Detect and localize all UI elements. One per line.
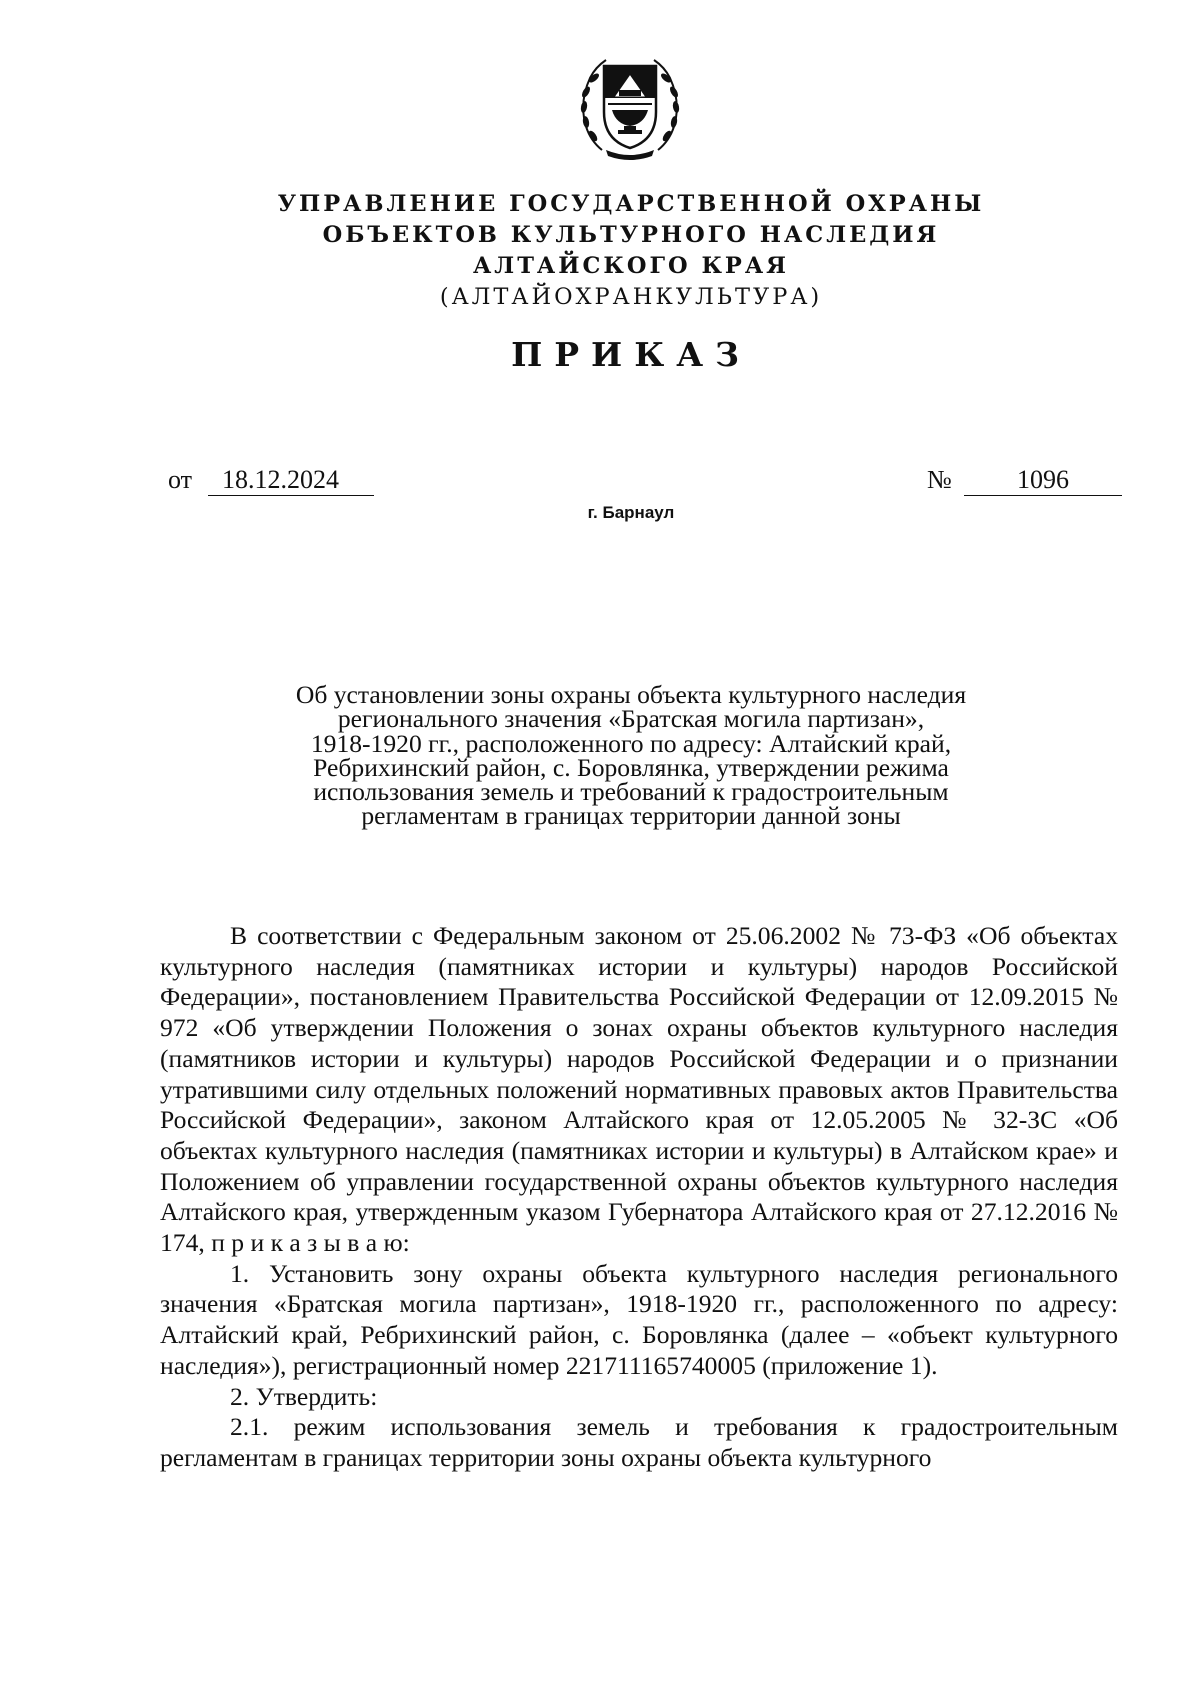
subject-line: Об установлении зоны охраны объекта культурного наследия	[295, 680, 967, 709]
order-number: 1096	[964, 465, 1122, 496]
org-line-1: УПРАВЛЕНИЕ ГОСУДАРСТВЕННОЙ ОХРАНЫ	[277, 191, 985, 217]
altai-krai-coat-of-arms-icon	[572, 52, 688, 160]
subject-line: регионального значения «Братская могила партизан»,	[337, 704, 925, 734]
item-2-paragraph: 2. Утвердить:	[230, 1381, 378, 1411]
document-type-title: ПРИКАЗ	[511, 335, 751, 374]
city-name: г. Барнаул	[587, 503, 675, 522]
subject-line: регламентам в границах территории данной зоны	[361, 801, 901, 831]
order-subject	[160, 680, 1102, 831]
item-2-1-paragraph: 2.1. режим использования земель и требования к градостроительным регламентам в границах территории зоны охраны объекта культурного	[160, 1412, 1118, 1472]
number-sign: №	[927, 465, 952, 494]
date-prefix: от	[168, 465, 193, 494]
organization-name	[0, 189, 1200, 313]
org-line-2: ОБЪЕКТОВ КУЛЬТУРНОГО НАСЛЕДИЯ	[322, 222, 940, 248]
order-date: 18.12.2024	[208, 465, 374, 496]
org-short-name: (АЛТАЙОХРАНКУЛЬТУРА)	[439, 284, 823, 310]
subject-line: Ребрихинский район, с. Боровлянка, утверждении режима	[313, 752, 949, 782]
item-1-paragraph: 1. Установить зону охраны объекта культурного наследия регионального значения «Братская могила партизан», 1918-1920 гг., расположенного по адресу: Алтайский край, Ребрихинский район, с. Боровлянка (далее – «объект культурного наследия»), регистрационный номер 221711165740005 (приложение 1).	[160, 1258, 1118, 1380]
subject-line: использования земель и требований к градостроительным	[313, 777, 949, 807]
preamble-paragraph: В соответствии с Федеральным законом от 25.06.2002 № 73-ФЗ «Об объектах культурного наследия (памятниках истории и культуры) народов Российской Федерации», постановлением Правительства Российской Федерации от 12.09.2015 № 972 «Об утверждении Положения о зонах охраны объектов культурного наследия (памятников истории и культуры) народов Российской Федерации и о признании утратившими силу отдельных положений нормативных правовых актов Правительства Российской Федерации», законом Алтайского края от 12.05.2005 № 32-ЗС «Об объектах культурного наследия (памятниках истории и культуры) в Алтайском крае» и Положением об управлении государственной охраны объектов культурного наследия Алтайского края, утвержденным указом Губернатора Алтайского края от 27.12.2016 № 174, п р и к а з ы в а ю:	[160, 921, 1118, 1258]
subject-line: 1918-1920 гг., расположенного по адресу: Алтайский край,	[310, 728, 952, 758]
order-body	[160, 921, 1118, 1474]
org-line-3: АЛТАЙСКОГО КРАЯ	[472, 253, 790, 279]
